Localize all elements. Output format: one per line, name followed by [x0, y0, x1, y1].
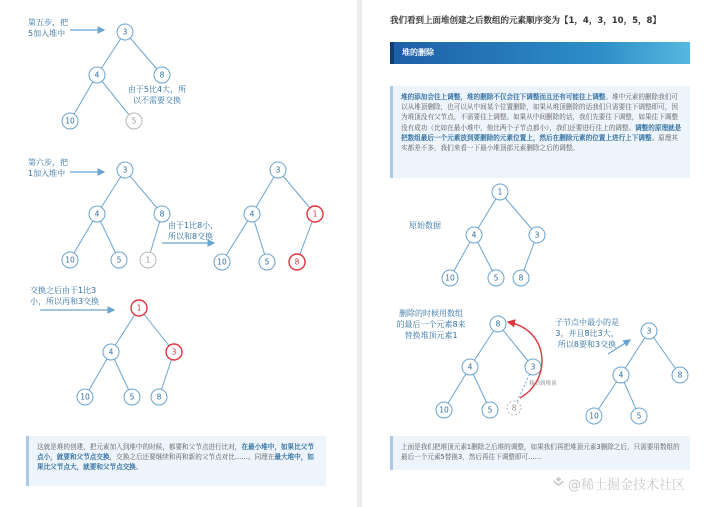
node-value: 5	[264, 257, 270, 267]
node-value: 1	[312, 209, 318, 219]
step5-label: 第五步，把 5加入堆中	[28, 18, 68, 38]
node-value: 5	[636, 411, 642, 421]
move-label: 移动到堆顶	[529, 381, 557, 387]
right-page	[362, 0, 720, 507]
node-value: 5	[131, 116, 137, 126]
step5-note: 由于5比4大，所 以不需要交换	[127, 85, 187, 105]
node-value: 10	[439, 405, 449, 415]
node-value: 4	[467, 362, 473, 372]
description-note: 堆的添加会往上调整，堆的删除不仅会往下调整而且还有可能往上调整。堆中元素的删除我们可以从堆顶删除，也可以从中间某个位置删除，如果从堆顶删除的话我们只需要往下调整即可，因为堆顶没有父节点，不需要往上调整。如果从中间删除的话，我们先要往下调整，如果往下调整没有成功（比如在最小堆中，他比两个子节点都小），我们还要进行往上的调整。调整的原理就是把数组最后一个元素放到要删除的元素位置上，然后在删除元素的位置上进行上下调整。原理其实都差不多，我们来看一下最小堆顶部元素删除之后的调整。	[390, 86, 690, 178]
node-value: 8	[677, 370, 683, 380]
node-value: 10	[80, 392, 90, 402]
node-value: 10	[445, 273, 455, 283]
summary-note: 这就是堆的创建，把元素加入到堆中的时候，都要和父节点进行比对，在最小堆中，如果比父节点小，就要和父节点交换，交换之后还要继续和再和新的父节点对比……。同理在最大堆中，如果比父节点大，就要和父节点交换。	[26, 436, 326, 486]
heap-tree-step5	[62, 24, 170, 129]
node-value: 8	[518, 273, 524, 283]
step7-label: 交换之后由于1比3 小，所以再和3交换	[30, 286, 100, 306]
heap-tree-original	[442, 184, 545, 286]
node-value: 3	[275, 165, 281, 175]
swap-label: 子节点中最小的是 3，并且8比3大， 所以8要和3交换	[555, 318, 619, 349]
heap-tree-step7	[77, 300, 182, 405]
replace-label: 删除的时候用数组 的最后一个元素8来 替换堆顶元素1	[396, 309, 466, 340]
node-value: 3	[171, 347, 177, 357]
watermark: @稀土掘金技术社区	[568, 478, 686, 493]
node-value: 8	[156, 392, 162, 402]
page-title: 我们看到上面堆创建之后数组的元素顺序变为【1，4，3，10，5，8】	[390, 16, 661, 26]
node-value: 3	[646, 326, 652, 336]
node-value: 10	[65, 116, 75, 126]
left-page	[0, 0, 357, 507]
node-value: 4	[94, 70, 100, 80]
node-value: 10	[589, 411, 599, 421]
section-heading: 堆的删除	[390, 42, 690, 64]
node-value: 3	[122, 27, 128, 37]
node-value: 4	[249, 209, 255, 219]
node-value: 4	[108, 347, 114, 357]
step6-note: 由于1比8小， 所以和8交换	[168, 221, 219, 241]
right-diagrams	[362, 0, 720, 507]
node-value: 8	[294, 257, 300, 267]
node-value: 3	[534, 230, 540, 240]
left-diagrams	[0, 0, 357, 507]
node-value: 5	[116, 255, 122, 265]
node-value: 10	[65, 255, 75, 265]
node-value: 8	[159, 70, 165, 80]
juejin-logo-icon	[552, 476, 565, 489]
node-value: 1	[136, 303, 142, 313]
step6-label: 第六步，把 1加入堆中	[28, 158, 68, 178]
node-value: 8	[511, 403, 517, 413]
heap-tree-step6-swapped	[214, 162, 323, 270]
node-value: 4	[94, 209, 100, 219]
heap-tree-step6	[62, 162, 170, 268]
node-value: 3	[122, 165, 128, 175]
bottom-note: 上面是我们把堆顶元素1删除之后堆的调整，如果我们再把堆顶元素3删除之后，只需要用数组的最后一个元素5替换3，然后再往下调整即可……	[390, 436, 690, 470]
node-value: 1	[145, 255, 151, 265]
node-value: 5	[493, 273, 499, 283]
node-value: 8	[159, 209, 165, 219]
original-data-label: 原始数据	[409, 221, 441, 230]
node-value: 5	[129, 392, 135, 402]
node-value: 4	[618, 370, 624, 380]
node-value: 10	[217, 257, 227, 267]
node-value: 8	[495, 319, 501, 329]
node-value: 1	[497, 187, 503, 197]
node-value: 4	[471, 230, 477, 240]
node-value: 5	[487, 405, 493, 415]
node-value: 3	[530, 362, 536, 372]
